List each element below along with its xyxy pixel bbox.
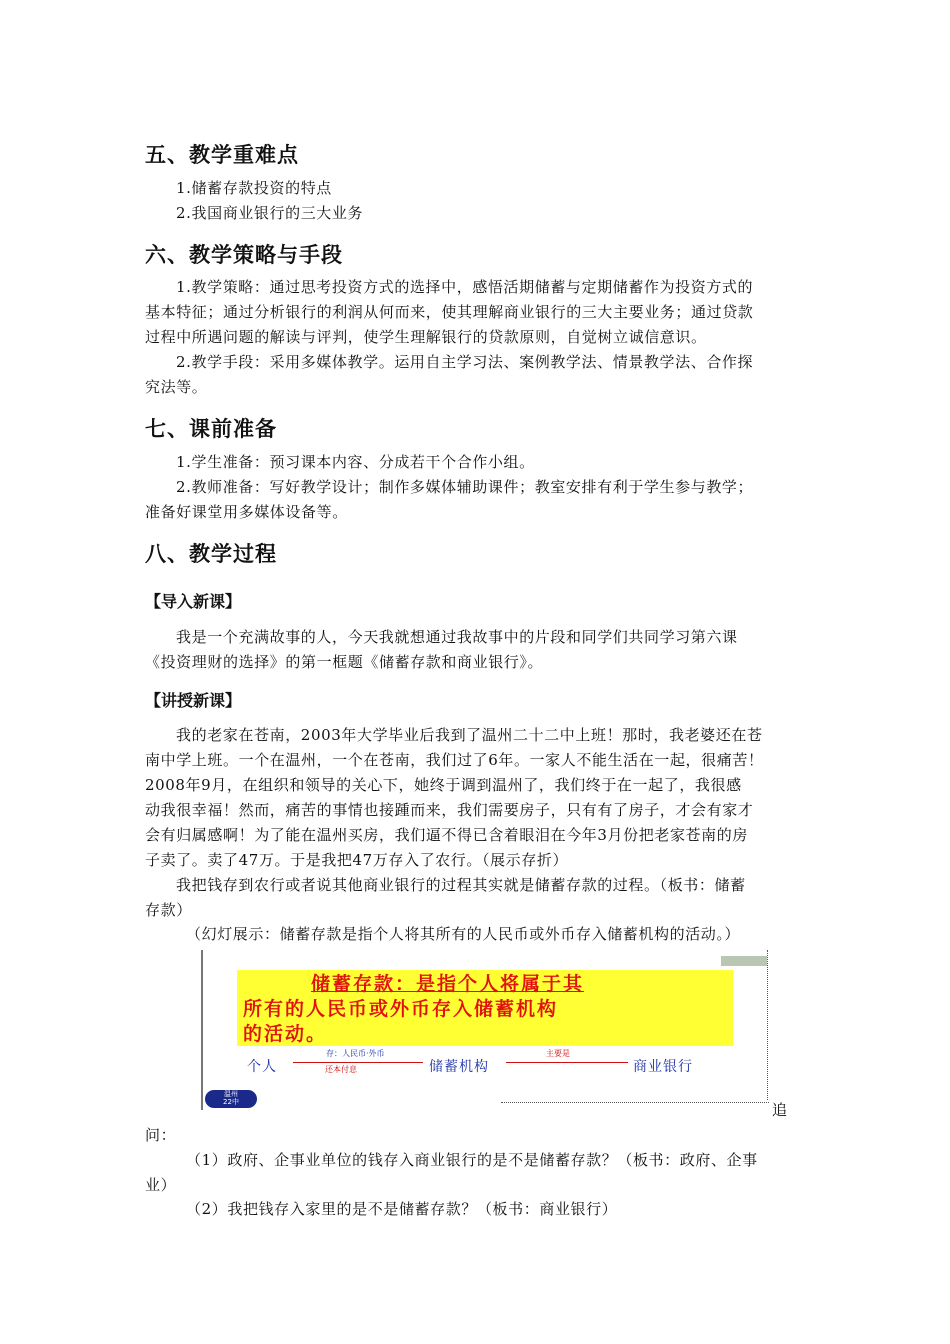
sec7-line-2: 2.教师准备：写好教学设计；制作多媒体辅助课件；教室安排有利于学生参与教学； [176, 478, 754, 496]
after-slide-text: 追 [772, 1101, 788, 1119]
after-line-4: （2）我把钱存入家里的是不是储蓄存款？（板书：商业银行） [186, 1200, 618, 1218]
slide-image [201, 950, 769, 1110]
section-8-title: 八、教学过程 [145, 542, 277, 566]
slide-def-line-1-text: 储蓄存款：是指个人将属于其 [311, 973, 585, 995]
after-line-2: （1）政府、企事业单位的钱存入商业银行的是不是储蓄存款？（板书：政府、企事 [186, 1151, 758, 1169]
slide-bottom-border [501, 1102, 769, 1103]
intro-heading: 【导入新课】 [145, 592, 242, 611]
slide-def-line-3: 的活动。 [243, 1023, 328, 1045]
intro-line-1: 我是一个充满故事的人，今天我就想通过我故事中的片段和同学们共同学习第六课 [176, 628, 738, 646]
badge-line-1: 温州 [224, 1090, 238, 1098]
after-line-1: 问： [145, 1126, 177, 1144]
sec5-item-1: 1.储蓄存款投资的特点 [176, 179, 332, 197]
slide-flow-institution: 储蓄机构 [429, 1059, 489, 1075]
teach-line-1: 我的老家在苍南，2003年大学毕业后我到了温州二十二中上班！那时，我老婆还在苍 [176, 726, 763, 744]
slide-def-line-2: 所有的人民币或外币存入储蓄机构 [243, 998, 559, 1020]
badge-line-2: 22中 [223, 1098, 239, 1106]
slide-flow-line-2 [506, 1062, 628, 1063]
teach-line-8: 存款） [145, 901, 192, 919]
after-line-3: 业） [145, 1176, 177, 1194]
sec6-line-3: 过程中所遇问题的解读与评判，使学生理解银行的贷款原则，自觉树立诚信意识。 [145, 328, 707, 346]
section-5-title: 五、教学重难点 [145, 143, 299, 167]
teach-line-9: （幻灯展示：储蓄存款是指个人将其所有的人民币或外币存入储蓄机构的活动。） [186, 925, 741, 943]
teach-line-4: 动我很幸福！然而，痛苦的事情也接踵而来，我们需要房子，只有有了房子，才会有家才 [145, 801, 754, 819]
sec6-line-4: 2.教学手段：采用多媒体教学。运用自主学习法、案例教学法、情景教学法、合作探 [176, 353, 754, 371]
teach-line-7: 我把钱存到农行或者说其他商业银行的过程其实就是储蓄存款的过程。（板书：储蓄 [176, 876, 746, 894]
sec6-line-5: 究法等。 [145, 378, 208, 396]
slide-school-badge [205, 1090, 257, 1108]
slide-flow-main: 主要是 [546, 1049, 570, 1058]
slide-right-border [767, 950, 768, 1100]
slide-flow-bank: 商业银行 [633, 1059, 693, 1075]
slide-flow-line-1 [293, 1062, 423, 1063]
sec7-line-1: 1.学生准备：预习课本内容、分成若干个合作小组。 [176, 453, 535, 471]
sec6-line-2: 基本特征；通过分析银行的利润从何而来，使其理解商业银行的三大主要业务；通过贷款 [145, 303, 754, 321]
slide-top-strip [721, 956, 767, 966]
sec6-line-1: 1.教学策略：通过思考投资方式的选择中，感悟活期储蓄与定期储蓄作为投资方式的 [176, 278, 754, 296]
teach-heading: 【讲授新课】 [145, 691, 242, 710]
teach-line-6: 子卖了。卖了47万。于是我把47万存入了农行。（展示存折） [145, 851, 569, 869]
slide-def-line-1 [311, 969, 584, 996]
slide-flow-person: 个人 [247, 1059, 277, 1075]
teach-line-3: 2008年9月，在组织和领导的关心下，她终于调到温州了，我们终于在一起了，我很感 [145, 776, 742, 794]
teach-line-5: 会有归属感啊！为了能在温州买房，我们逼不得已含着眼泪在今年3月份把老家苍南的房 [145, 826, 748, 844]
teach-line-2: 南中学上班。一个在温州，一个在苍南，我们过了6年。一家人不能生活在一起，很痛苦！ [145, 751, 764, 769]
slide-flow-deposit: 存：人民币·外币 [326, 1049, 385, 1058]
slide-flow-repay: 还本付息 [325, 1065, 357, 1074]
section-6-title: 六、教学策略与手段 [145, 243, 343, 267]
sec7-line-3: 准备好课堂用多媒体设备等。 [145, 503, 348, 521]
intro-line-2: 《投资理财的选择》的第一框题《储蓄存款和商业银行》。 [145, 653, 544, 671]
sec5-item-2: 2.我国商业银行的三大业务 [176, 204, 364, 222]
section-7-title: 七、课前准备 [145, 417, 277, 441]
